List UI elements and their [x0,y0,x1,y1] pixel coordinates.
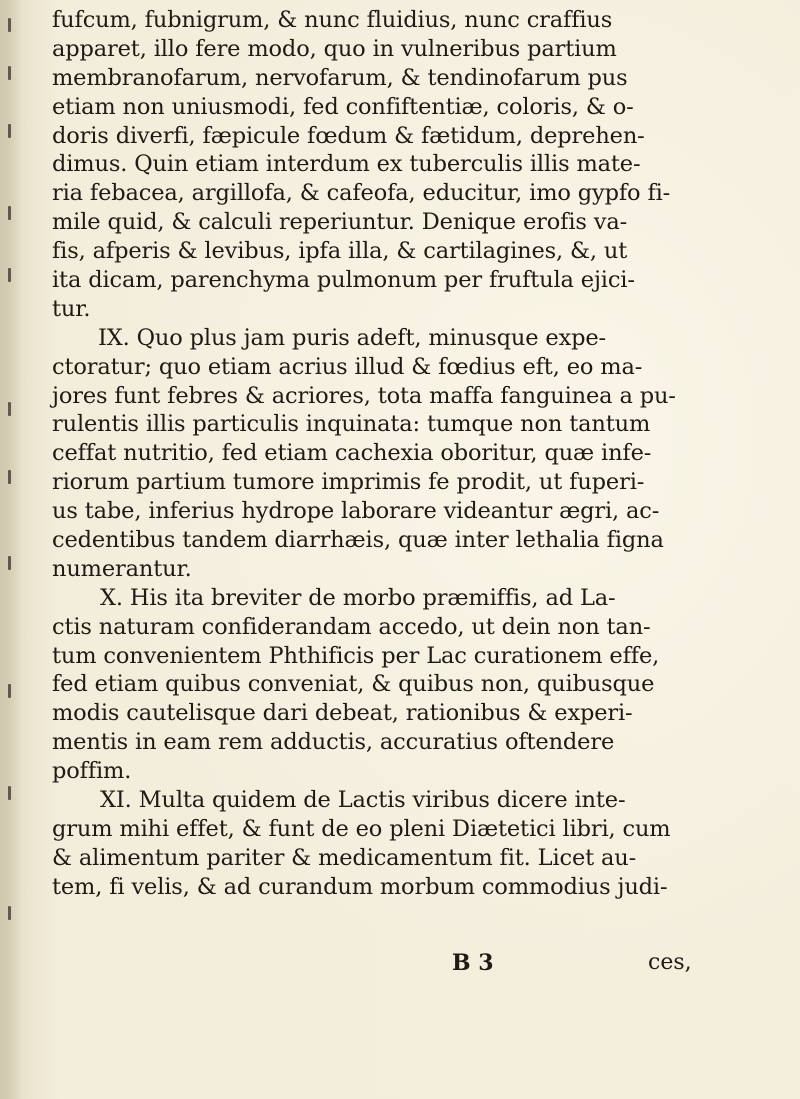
page-gutter [0,0,22,1099]
gutter-mark [8,268,11,282]
text-line: tem, fi velis, & ad curandum morbum commodius judi- [52,873,668,900]
page-footer [0,948,800,978]
text-line: etiam non uniusmodi, fed confiftentiæ, coloris, & o- [52,93,634,120]
text-line: apparet, illo fere modo, quo in vulneribus partium [52,35,617,62]
section-heading-xi: XI. Multa quidem de Lactis viribus dicere inte- [100,787,626,814]
text-line: ita dicam, parenchyma pulmonum per fruftula ejici- [52,267,635,294]
text-line: modis cautelisque dari debeat, rationibus & experi- [52,700,633,727]
catchword: ces, [648,950,692,975]
gutter-mark [8,124,11,138]
text-line: membranofarum, nervofarum, & tendinofarum pus [52,64,628,91]
text-line: ctis naturam confiderandam accedo, ut dein non tan- [52,613,651,640]
text-line: us tabe, inferius hydrope laborare videantur ægri, ac- [52,498,660,525]
text-line: mentis in eam rem adductis, accuratius oftendere [52,729,615,756]
text-line: numerantur. [52,555,192,582]
text-line: ria febacea, argillofa, & cafeofa, educitur, imo gypfo fi- [52,180,671,207]
text-line: doris diverfi, fæpicule fœdum & fætidum, deprehen- [52,122,645,149]
body-text [52,6,752,902]
text-line: tur. [52,295,91,322]
gutter-mark [8,66,11,80]
gutter-mark [8,470,11,484]
section-heading-x: X. His ita breviter de morbo præmiffis, ad La- [100,584,616,611]
text-line: tum convenientem Phthificis per Lac curationem effe, [52,642,660,669]
gutter-mark [8,906,11,920]
gutter-mark [8,402,11,416]
text-line: mile quid, & calculi reperiuntur. Denique erofis va- [52,209,628,236]
gutter-mark [8,18,11,32]
section-heading-ix: IX. Quo plus jam puris adeft, minusque expe- [98,324,607,351]
text-line: rulentis illis particulis inquinata: tumque non tantum [52,411,651,438]
gutter-mark [8,556,11,570]
gutter-mark [8,786,11,800]
text-line: poffim. [52,758,132,785]
text-line: jores funt febres & acriores, tota maffa fanguinea a pu- [52,382,676,409]
text-line: fufcum, fubnigrum, & nunc fluidius, nunc craffius [52,7,613,33]
text-line: grum mihi effet, & funt de eo pleni Diætetici libri, cum [52,815,671,842]
signature-mark: B 3 [452,950,494,976]
text-line: & alimentum pariter & medicamentum fit. Licet au- [52,844,637,871]
text-line: ctoratur; quo etiam acrius illud & fœdius eft, eo ma- [52,353,643,380]
gutter-mark [8,684,11,698]
text-line: riorum partium tumore imprimis fe prodit, ut fuperi- [52,469,645,496]
text-line: fed etiam quibus conveniat, & quibus non, quibusque [52,671,655,698]
text-line: cedentibus tandem diarrhæis, quæ inter lethalia figna [52,527,664,554]
text-line: dimus. Quin etiam interdum ex tuberculis illis mate- [52,151,641,178]
text-line: fis, afperis & levibus, ipfa illa, & cartilagines, &, ut [52,238,628,265]
gutter-mark [8,206,11,220]
text-line: ceffat nutritio, fed etiam cachexia oboritur, quæ infe- [52,440,652,467]
